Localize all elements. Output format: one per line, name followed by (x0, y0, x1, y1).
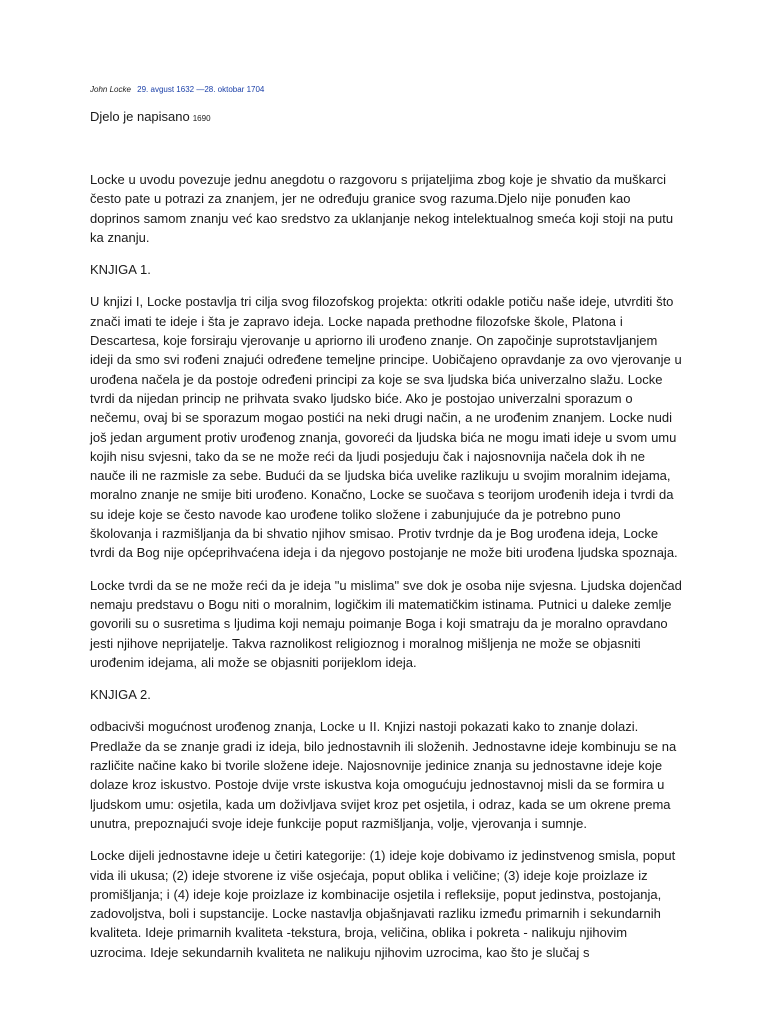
body-text (90, 170, 682, 975)
author-line (90, 85, 264, 94)
paragraph-book1-continued: Locke tvrdi da se ne može reći da je ideja "u mislima" sve dok je osoba nije svjesna. Ljudska dojenčad nemaju predstavu o Bogu niti o moralnim, logičkim ili matematičkim istinama. Putnici u daleke zemlje govorili su o susretima s ljudima koji nemaju poimanje Boga i koji smatraju da je moralno opravdano jesti njihove neprijatelje. Takva raznolikost religioznog i moralnog mišljenja ne može se objasniti urođenim idejama, ali može se objasniti porijeklom ideja. (90, 577, 682, 670)
paragraph-book1-main: U knjizi I, Locke postavlja tri cilja svog filozofskog projekta: otkriti odakle potiču naše ideje, utvrditi što znači imati te ideje i šta je zapravo ideja. Locke napada prethodne filozofske škole, Platona i Descartesa, koje forsiraju vjerovanje u apriorno ili urođeno znanje. On započinje suprotstavljanjem ideji da smo svi rođeni znajući određene temeljne principe. Uobičajeno opravdanje za ovo vjerovanje u urođena načela je da postoje određeni principi za koje se sva ljudska bića univerzalno slažu. Locke tvrdi da nijedan princip ne prihvata svako ljudsko biće. Ako je postojao univerzalni sporazum o nečemu, ovaj bi se sporazum mogao postići na neki drugi način, a ne urođenim znanjem. Locke nudi još jedan argument protiv urođenog znanja, govoreći da ljudska bića ne mogu imati ideje u svom umu kojih nisu svjesni, tako da se ne može reći da ljudi posjeduju čak i najosnovnija načela dok ih ne nauče ili ne razmisle za sebe. Budući da se ljudska bića uvelike razlikuju u svojim moralnim idejama, moralno znanje ne smije biti urođeno. Konačno, Locke se suočava s teorijom urođenih ideja i tvrdi da su ideje koje se često navode kao urođene toliko složene i zabunjujuće da je potrebno puno školovanja i razmišljanja da bi shvatio njihov smisao. Protiv tvrdnje da je Bog urođena ideja, Locke tvrdi da Bog nije općeprihvaćena ideja i da njegovo postojanje ne može biti urođena ljudska spoznaja. (90, 294, 682, 561)
author-dates-link[interactable]: 29. avgust 1632 —28. oktobar 1704 (137, 85, 265, 94)
subtitle-text: Djelo je napisano (90, 109, 190, 124)
paragraph-intro: Locke u uvodu povezuje jednu anegdotu o razgovoru s prijateljima zbog koje je shvatio da muškarci često pate u potrazi za znanjem, jer ne određuju granice svog razuma.Djelo nije ponuđen kao doprinos samom znanju već kao sredstvo za uklanjanje nekog intelektualnog smeća koji stoji na putu ka znanju. (90, 172, 674, 245)
subtitle-year: 1690 (192, 114, 211, 123)
section-heading-book-1: KNJIGA 1. (90, 262, 151, 278)
author-name: John Locke (90, 85, 131, 94)
paragraph-book2-continued: Locke dijeli jednostavne ideje u četiri kategorije: (1) ideje koje dobivamo iz jedinstvenog smisla, poput vida ili ukusa; (2) ideje stvorene iz više osjećaja, poput oblika i veličine; (3) ideje koje proizlaze iz promišljanja; i (4) ideje koje proizlaze iz kombinacije osjetila i refleksije, poput jedinstva, postojanja, zadovoljstva, boli i supstancije. Locke nastavlja objašnjavati razliku između primarnih i sekundarnih kvaliteta. Ideje primarnih kvaliteta -tekstura, broja, veličina, oblika i pokreta - nalikuju njihovim uzrocima. Ideje sekundarnih kvaliteta ne nalikuju njihovim uzrocima, kao što je slučaj s (90, 848, 676, 960)
section-heading-book-2: KNJIGA 2. (90, 687, 151, 703)
paragraph-book2-main: odbacivši mogućnost urođenog znanja, Locke u II. Knjizi nastoji pokazati kako to znanje dolazi. Predlaže da se znanje gradi iz ideja, bilo jednostavnih ili složenih. Jednostavne ideje kombinuju se na različite načine kako bi tvorile složene ideje. Najosnovnije jedinice znanja su jednostavne ideje koje dolaze kroz iskustvo. Postoje dvije vrste iskustva koja omogućuju jednostavnoj misli da se formira u ljudskom umu: osjetila, kada um doživljava svijet kroz pet osjetila, i odraz, kada se um okrene prema unutra, prepoznajući svoje ideje funkcije poput razmišljanja, volje, vjerovanja i sumnje. (90, 719, 677, 831)
subtitle (90, 109, 211, 124)
